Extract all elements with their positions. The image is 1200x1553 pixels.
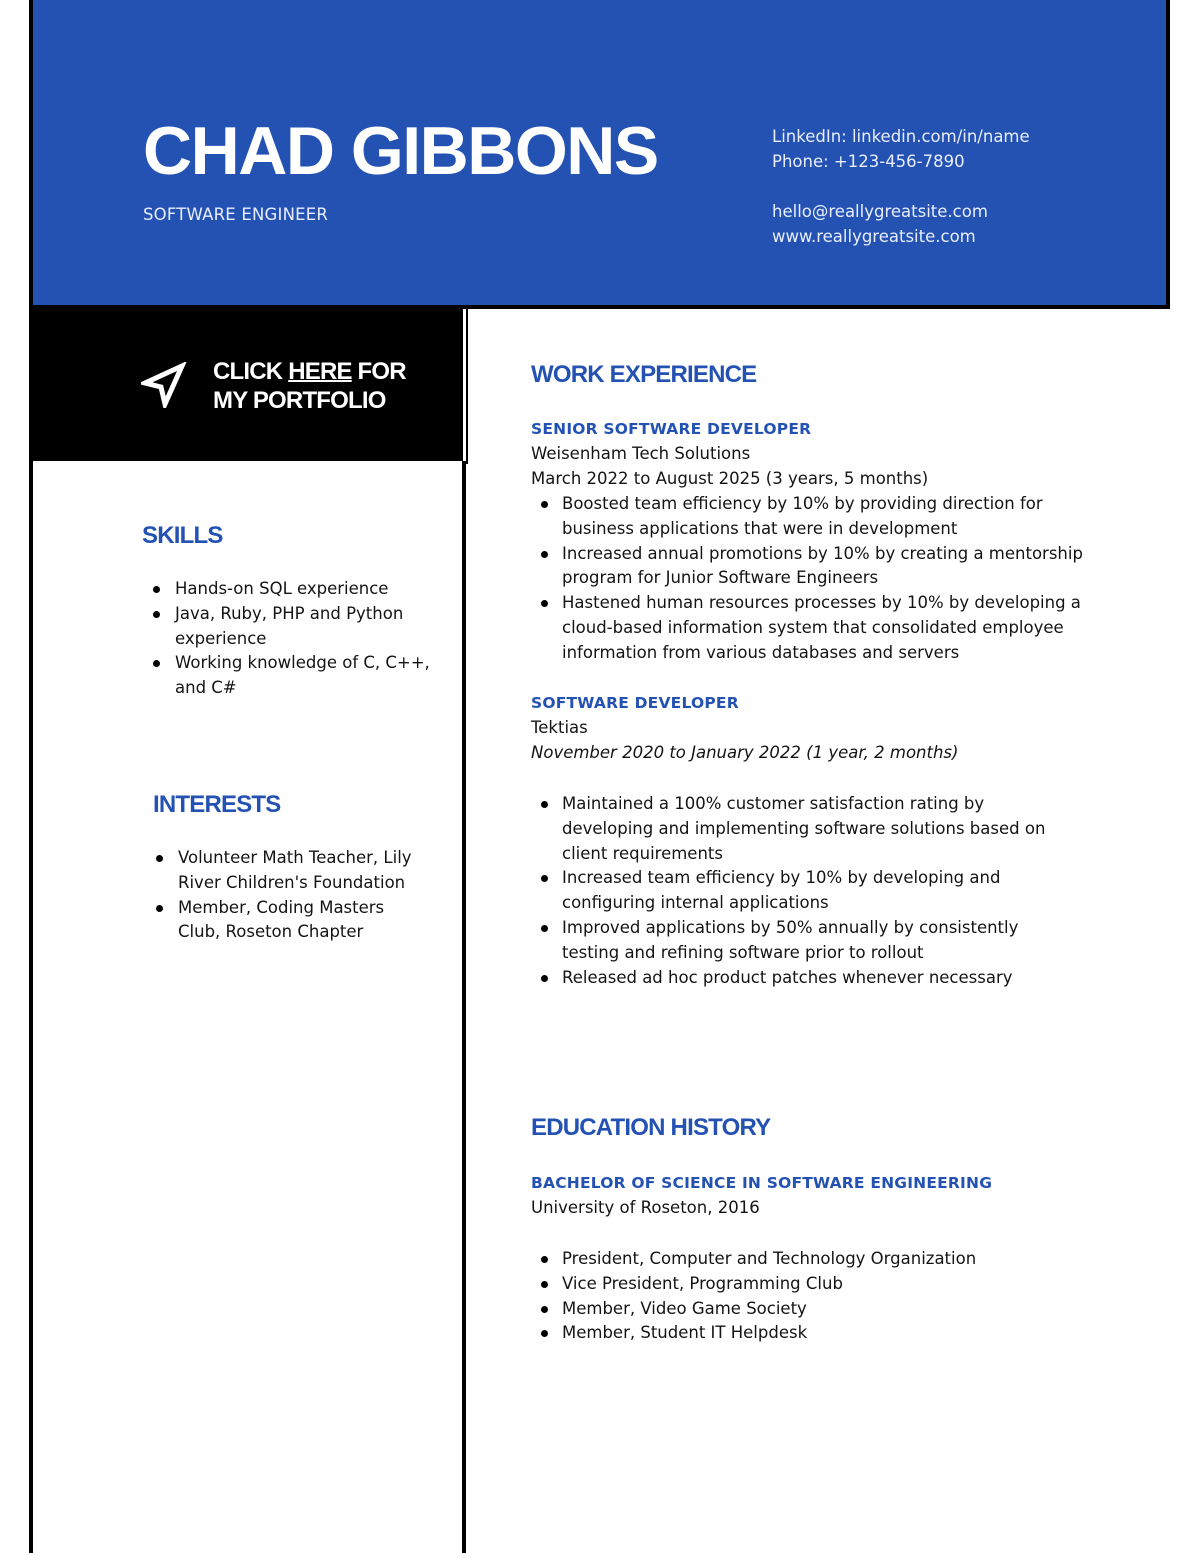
list-item: Volunteer Math Teacher, Lily River Children's Foundation xyxy=(145,846,415,896)
list-item: Boosted team efficiency by 10% by providing direction for business applications that were in development xyxy=(531,492,1091,542)
list-item: Member, Video Game Society xyxy=(531,1297,1091,1322)
portfolio-cta xyxy=(213,357,406,415)
job-title: SOFTWARE DEVELOPER xyxy=(531,694,739,712)
column-divider xyxy=(462,461,466,1553)
work-heading: WORK EXPERIENCE xyxy=(531,361,757,388)
list-item: Improved applications by 50% annually by consistently testing and refining software prior to rollout xyxy=(531,916,1071,966)
list-item: Member, Coding Masters Club, Roseton Chapter xyxy=(145,896,415,946)
list-item: Released ad hoc product patches whenever necessary xyxy=(531,966,1071,991)
linkedin-text[interactable]: LinkedIn: linkedin.com/in/name xyxy=(772,127,1030,146)
job-company: Weisenham Tech Solutions xyxy=(531,444,751,463)
paper-plane-arrow-icon xyxy=(141,362,187,408)
interests-list xyxy=(145,846,415,945)
skills-list xyxy=(142,577,432,701)
job-dates: March 2022 to August 2025 (3 years, 5 months) xyxy=(531,469,929,488)
job-title: SENIOR SOFTWARE DEVELOPER xyxy=(531,420,812,438)
portfolio-cta-pre: CLICK xyxy=(213,358,289,385)
list-item: Member, Student IT Helpdesk xyxy=(531,1321,1091,1346)
list-item: Java, Ruby, PHP and Python experience xyxy=(142,602,432,652)
candidate-role: SOFTWARE ENGINEER xyxy=(143,205,329,224)
interests-heading: INTERESTS xyxy=(153,791,281,818)
job-bullets xyxy=(531,492,1091,666)
list-item: Hastened human resources processes by 10% by developing a cloud-based information system that consolidated employee information from various databases and servers xyxy=(531,591,1091,665)
degree-title: BACHELOR OF SCIENCE IN SOFTWARE ENGINEERING xyxy=(531,1174,993,1192)
portfolio-banner[interactable] xyxy=(33,309,463,461)
education-heading: EDUCATION HISTORY xyxy=(531,1114,771,1141)
portfolio-cta-line2: MY PORTFOLIO xyxy=(213,387,386,414)
list-item: Maintained a 100% customer satisfaction rating by developing and implementing software solutions based on client requirements xyxy=(531,792,1071,866)
school-name: University of Roseton, 2016 xyxy=(531,1198,760,1217)
email-link[interactable]: hello@reallygreatsite.com xyxy=(772,202,988,221)
list-item: President, Computer and Technology Organization xyxy=(531,1247,1091,1272)
job-dates: November 2020 to January 2022 (1 year, 2 months) xyxy=(531,743,959,762)
list-item: Working knowledge of C, C++, and C# xyxy=(142,651,432,701)
portfolio-here-link[interactable]: HERE xyxy=(288,358,352,385)
job-bullets xyxy=(531,792,1071,990)
column-divider-top xyxy=(466,309,468,464)
phone-text: Phone: +123-456-7890 xyxy=(772,152,965,171)
contact-block xyxy=(772,124,1030,249)
website-link[interactable]: www.reallygreatsite.com xyxy=(772,227,976,246)
list-item: Vice President, Programming Club xyxy=(531,1272,1091,1297)
list-item: Hands-on SQL experience xyxy=(142,577,432,602)
list-item: Increased team efficiency by 10% by developing and configuring internal applications xyxy=(531,866,1071,916)
list-item: Increased annual promotions by 10% by creating a mentorship program for Junior Software Engineers xyxy=(531,542,1091,592)
portfolio-cta-post: FOR xyxy=(351,358,406,385)
resume-header xyxy=(33,0,1170,309)
skills-heading: SKILLS xyxy=(142,522,223,549)
education-bullets xyxy=(531,1247,1091,1346)
job-company: Tektias xyxy=(531,718,588,737)
candidate-name: CHAD GIBBONS xyxy=(143,113,658,189)
